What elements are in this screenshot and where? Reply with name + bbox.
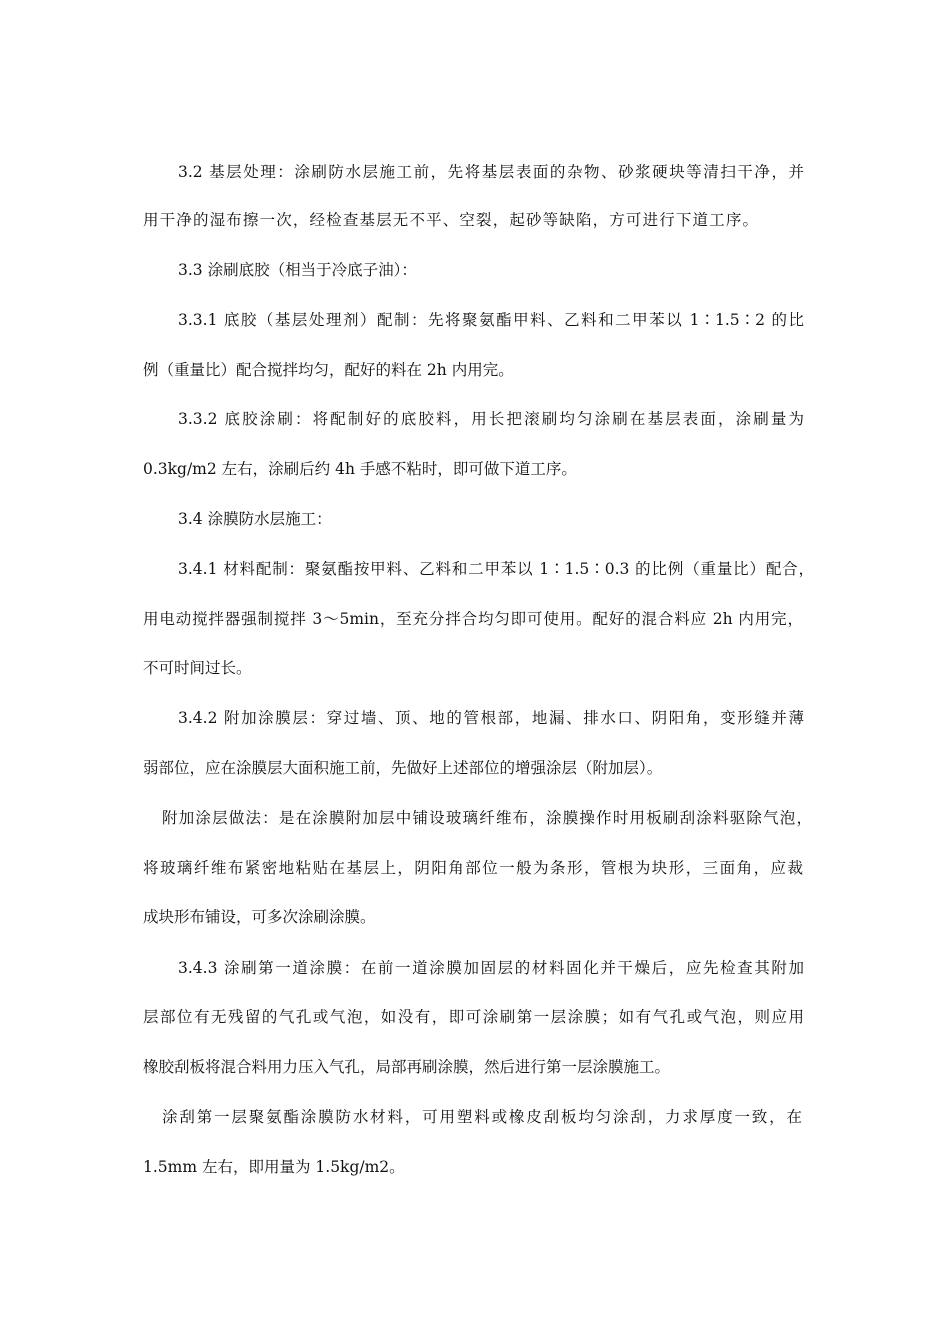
paragraph-3-4-3-line-1: 3.4.3 涂刷第一道涂膜：在前一道涂膜加固层的材料固化并干燥后，应先检查其附加 bbox=[178, 959, 804, 977]
paragraph-3-4-2-line-2: 弱部位，应在涂膜层大面积施工前，先做好上述部位的增强涂层（附加层）。 bbox=[143, 759, 663, 777]
paragraph-3-3-2-line-1: 3.3.2 底胶涂刷：将配制好的底胶料，用长把滚刷均匀涂刷在基层表面，涂刷量为 bbox=[178, 410, 804, 428]
paragraph-3-4-2-line-1: 3.4.2 附加涂膜层：穿过墙、顶、地的管根部，地漏、排水口、阴阳角，变形缝并薄 bbox=[178, 709, 804, 727]
section-3-4-heading: 3.4 涂膜防水层施工： bbox=[178, 510, 332, 528]
paragraph-additional-layer-line-3: 成块形布铺设，可多次涂刷涂膜。 bbox=[143, 908, 376, 926]
paragraph-3-2-line-2: 用干净的湿布擦一次，经检查基层无不平、空裂，起砂等缺陷，方可进行下道工序。 bbox=[143, 211, 758, 229]
paragraph-3-3-2-line-2: 0.3kg/m2 左右，涂刷后约 4h 手感不粘时，即可做下道工序。 bbox=[143, 460, 577, 478]
paragraph-3-4-3-line-2: 层部位有无残留的气孔或气泡，如没有，即可涂刷第一层涂膜；如有气孔或气泡，则应用 bbox=[143, 1008, 804, 1026]
paragraph-3-2-line-1: 3.2 基层处理：涂刷防水层施工前，先将基层表面的杂物、砂浆硬块等清扫干净，并 bbox=[178, 163, 804, 181]
paragraph-first-coat-line-1: 涂刮第一层聚氨酯涂膜防水材料，可用塑料或橡皮刮板均匀涂刮，力求厚度一致，在 bbox=[162, 1108, 802, 1126]
section-3-3-heading: 3.3 涂刷底胶（相当于冷底子油）： bbox=[178, 261, 417, 279]
paragraph-3-3-1-line-1: 3.3.1 底胶（基层处理剂）配制：先将聚氨酯甲料、乙料和二甲苯以 1∶1.5∶2 的比 bbox=[178, 311, 804, 329]
paragraph-additional-layer-line-1: 附加涂层做法：是在涂膜附加层中铺设玻璃纤维布，涂膜操作时用板刷刮涂料驱除气泡， bbox=[162, 809, 812, 827]
paragraph-3-4-3-line-3: 橡胶刮板将混合料用力压入气孔，局部再刷涂膜，然后进行第一层涂膜施工。 bbox=[143, 1058, 671, 1076]
paragraph-additional-layer-line-2: 将玻璃纤维布紧密地粘贴在基层上，阴阳角部位一般为条形，管根为块形，三面角，应裁 bbox=[143, 859, 803, 877]
paragraph-3-4-1-line-3: 不可时间过长。 bbox=[143, 659, 252, 677]
paragraph-3-3-1-line-2: 例（重量比）配合搅拌均匀，配好的料在 2h 内用完。 bbox=[143, 361, 514, 379]
paragraph-3-4-1-line-1: 3.4.1 材料配制：聚氨酯按甲料、乙料和二甲苯以 1∶1.5∶0.3 的比例（重量比）配合， bbox=[178, 560, 814, 578]
paragraph-3-4-1-line-2: 用电动搅拌器强制搅拌 3～5min，至充分拌合均匀即可使用。配好的混合料应 2h 内用完， bbox=[143, 610, 803, 628]
paragraph-first-coat-line-2: 1.5mm 左右，即用量为 1.5kg/m2。 bbox=[143, 1158, 405, 1176]
